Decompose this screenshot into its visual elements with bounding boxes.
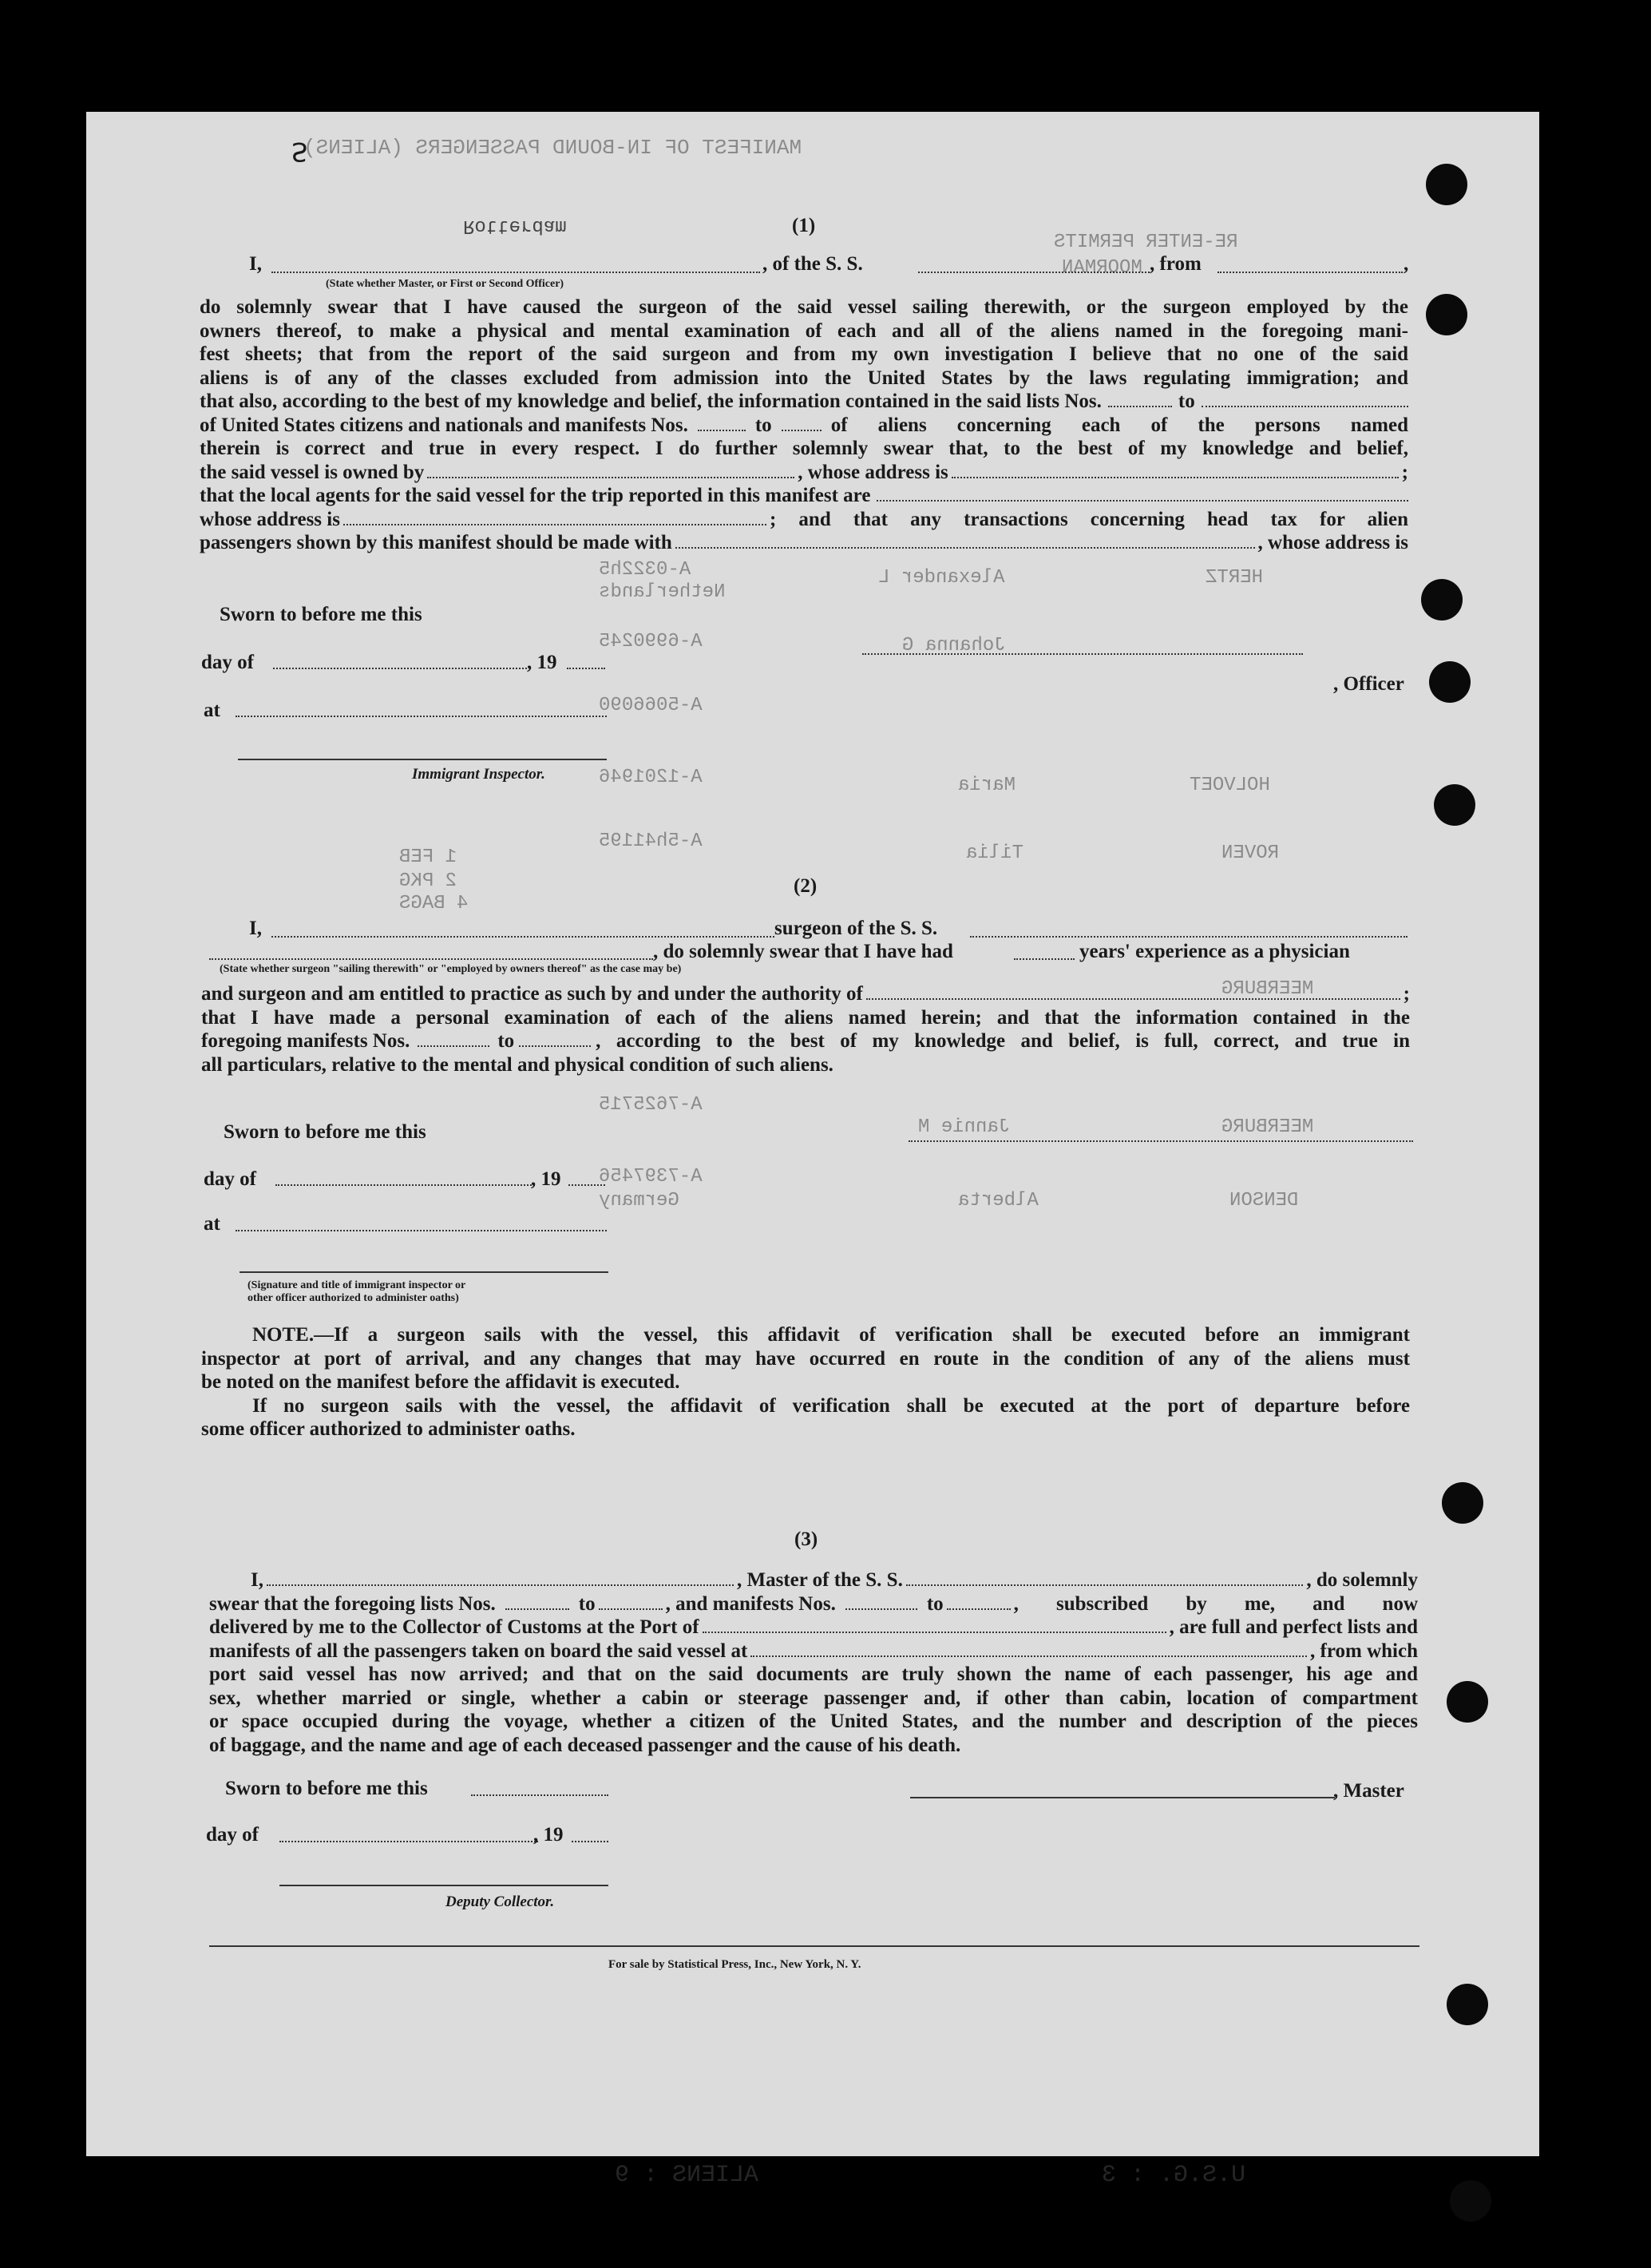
para-line: that I have made a personal examination of each of the aliens named herein; and that the information contained in the — [201, 1006, 1410, 1029]
bleed-through: Maria — [958, 775, 1016, 796]
to-label: to — [497, 1030, 515, 1052]
deputy-caption: Deputy Collector. — [445, 1893, 555, 1910]
master-signature-line[interactable] — [910, 1797, 1335, 1798]
embark-port-field[interactable] — [750, 1641, 1307, 1657]
inspector-signature-line[interactable] — [238, 759, 607, 760]
para-line — [200, 414, 1408, 438]
at-label: at — [204, 700, 220, 721]
sworn-field[interactable] — [471, 1794, 608, 1796]
punch-hole-icon — [1429, 661, 1471, 703]
list-no-field[interactable] — [599, 1594, 663, 1610]
day-field[interactable] — [275, 1184, 535, 1186]
para-text: , whose address is — [1257, 532, 1408, 553]
bleed-through: 4 BAGS — [399, 893, 469, 914]
bleed-through: MANIFEST OF IN-BOUND PASSENGERS (ALIENS) — [303, 136, 802, 160]
year-label: , 19 — [533, 1824, 564, 1846]
surgeon-vessel-field[interactable] — [970, 936, 1408, 938]
place-field[interactable] — [236, 1230, 607, 1231]
para-line: of baggage, and the name and age of each deceased passenger and the cause of his death. — [209, 1734, 961, 1756]
day-of-label: day of — [204, 1168, 256, 1190]
surgeon-status-field[interactable] — [209, 958, 653, 960]
para-text: that the local agents for the said vessel for the trip reported in this manifest are — [200, 485, 871, 506]
para-line: or space occupied during the voyage, whether a citizen of the United States, and the number and description of the pieces — [209, 1711, 1418, 1732]
para-line — [200, 461, 1408, 485]
para-text: of United States citizens and nationals and manifests Nos. — [200, 414, 688, 436]
para-text: that also, according to the best of my knowledge and belief, the information contained in the said lists Nos. — [200, 391, 1102, 412]
para-text: , are full and perfect lists and — [1169, 1616, 1418, 1638]
to-label: to — [926, 1592, 944, 1615]
years-label: years' experience as a physician — [1079, 941, 1350, 962]
para-text: foregoing manifests Nos. — [201, 1030, 410, 1052]
from-label: , from — [1150, 253, 1202, 275]
surgeon-of-label: surgeon of the S. S. — [774, 918, 938, 939]
to-label: to — [578, 1592, 596, 1615]
para-text: , whose address is — [798, 461, 948, 483]
sworn-label: Sworn to before me this — [220, 604, 422, 625]
authority-field[interactable] — [866, 984, 1400, 1000]
at-label: at — [204, 1213, 220, 1235]
para-text: , and manifests Nos. — [665, 1592, 836, 1615]
manifest-no-field[interactable] — [418, 1031, 489, 1047]
note-line: be noted on the manifest before the affidavit is executed. — [201, 1371, 680, 1393]
bleed-through: Johanna G — [902, 635, 1006, 656]
section3-paragraph — [209, 1568, 1418, 1757]
bleed-through: 2 PKG — [399, 870, 457, 892]
bleed-through: ROVEN — [1221, 843, 1280, 864]
signature-line[interactable] — [240, 1271, 608, 1273]
manifest-no-field[interactable] — [698, 415, 746, 431]
year-label: , 19 — [527, 652, 557, 673]
note-line: some officer authorized to administer oaths. — [201, 1418, 576, 1440]
para-line: port said vessel has now arrived; and that on the said documents are truly shown the name of each passenger, his age and — [209, 1663, 1418, 1685]
bleed-through: Netherlands — [599, 581, 726, 603]
owner-field[interactable] — [427, 462, 794, 478]
note-block — [201, 1323, 1410, 1441]
sworn-label: Sworn to before me this — [225, 1778, 428, 1799]
para-text: delivered by me to the Collector of Customs at the Port of — [209, 1616, 699, 1638]
para-text: , Master of the S. S. — [736, 1569, 903, 1591]
bleed-through: MEERBURG — [1221, 1116, 1314, 1138]
bleed-through: Alberta — [958, 1190, 1039, 1211]
para-text: ; and that any transactions concerning head tax for alien — [769, 508, 1408, 530]
year-field[interactable] — [568, 1184, 605, 1186]
port-stamp: Rotterdam — [463, 215, 567, 236]
para-line — [200, 484, 1408, 508]
bleed-through: Germany — [599, 1190, 679, 1211]
officer-label: , Officer — [1333, 673, 1404, 695]
para-text: , subscribed by me, and now — [1013, 1592, 1418, 1615]
agents-field[interactable] — [877, 486, 1408, 502]
para-line — [200, 508, 1408, 532]
year-field[interactable] — [572, 1841, 608, 1842]
bleed-through: Jannie M — [918, 1116, 1011, 1138]
para-text: of aliens concerning each of the persons named — [830, 414, 1408, 436]
bottom-mark: U.S.G. : 3 — [1102, 2162, 1246, 2189]
para-line — [201, 1029, 1410, 1053]
sworn-label: Sworn to before me this — [224, 1121, 426, 1143]
bleed-through: Alexander L — [878, 567, 1005, 589]
bleed-through: HERTZ — [1206, 567, 1264, 589]
signature-hint: other officer authorized to administer oaths) — [247, 1292, 459, 1304]
footer-rule — [209, 1945, 1419, 1947]
list-no-field[interactable] — [1108, 391, 1172, 407]
para-line — [209, 1640, 1418, 1663]
comma-mark: , — [1404, 253, 1409, 275]
manifest-no-field[interactable] — [947, 1594, 1011, 1610]
from-port-field[interactable] — [1217, 272, 1403, 273]
master-vessel-field[interactable] — [906, 1570, 1304, 1586]
para-text: , according to the best of my knowledge and belief, is full, correct, and true in — [596, 1030, 1410, 1052]
section2-number: (2) — [794, 875, 818, 897]
section1-paragraph — [200, 295, 1408, 555]
bleed-through: MOORMAN — [1062, 257, 1142, 279]
officer-name-field[interactable] — [271, 272, 760, 273]
para-line — [200, 531, 1408, 555]
para-text: whose address is — [200, 508, 340, 530]
day-field[interactable] — [279, 1841, 538, 1842]
manifest-no-field[interactable] — [845, 1594, 917, 1610]
para-line: do solemnly swear that I have caused the surgeon of the said vessel sailing therewith, or the surgeon employed by the — [200, 296, 1408, 318]
bleed-through: A-6990245 — [599, 631, 703, 652]
day-field[interactable] — [273, 668, 527, 669]
para-line — [209, 1616, 1418, 1640]
para-line: therein is correct and true in every respect. I do further solemnly swear that, to the best of my knowledge and belief, — [200, 438, 1408, 459]
printer-credit: For sale by Statistical Press, Inc., New York, N. Y. — [608, 1958, 861, 1971]
para-text: , do solemnly — [1306, 1569, 1418, 1591]
year-label: , 19 — [531, 1168, 561, 1190]
para-text: I, — [251, 1569, 263, 1591]
port-field[interactable] — [703, 1617, 1166, 1633]
bleed-through: A-7625715 — [599, 1094, 703, 1116]
para-text: swear that the foregoing lists Nos. — [209, 1592, 496, 1615]
to-label: to — [1178, 391, 1195, 412]
para-text: , from which — [1310, 1640, 1418, 1662]
punch-hole-icon — [1426, 164, 1467, 205]
bleed-through: A-1201946 — [599, 767, 703, 788]
corner-mark: S — [291, 137, 308, 167]
head-tax-party-field[interactable] — [675, 533, 1255, 549]
to-label: to — [754, 414, 772, 436]
list-no-field[interactable] — [505, 1594, 569, 1610]
note-line — [201, 1323, 1410, 1347]
para-line: owners thereof, to make a physical and mental examination of each and all of the aliens named in the foregoing mani- — [200, 319, 1408, 342]
bleed-through: A-0322h5 — [599, 559, 691, 581]
officer-rank-hint: (State whether Master, or First or Second Officer) — [326, 278, 564, 290]
para-text: the said vessel is owned by — [200, 461, 425, 483]
bleed-through: MEERBURG — [1221, 978, 1314, 1000]
vessel-label: , of the S. S. — [762, 253, 863, 275]
manifest-no-field[interactable] — [782, 415, 822, 431]
section2-i: I, — [249, 918, 262, 939]
vessel-name-field[interactable] — [918, 272, 1150, 273]
para-line: fest sheets; that from the report of the said surgeon and from my own investigation I believe that no one of the said — [200, 343, 1408, 365]
para-text: ; — [1401, 461, 1408, 483]
day-of-label: day of — [201, 652, 254, 673]
bleed-through: Tilia — [966, 843, 1024, 864]
owner-address-field[interactable] — [952, 462, 1399, 478]
bleed-through: RE-ENTER PERMITS — [1054, 232, 1238, 253]
swear-label: , do solemnly swear that I have had — [653, 941, 953, 962]
punch-hole-icon — [1434, 784, 1475, 826]
note-line: inspector at port of arrival, and any changes that may have occurred en route in the condition of any of the aliens must — [201, 1347, 1410, 1370]
para-text: and surgeon and am entitled to practice as such by and under the authority of — [201, 983, 863, 1005]
manifest-no-field[interactable] — [519, 1031, 591, 1047]
note-text: —If a surgeon sails with the vessel, this affidavit of verification shall be executed before an immigrant — [314, 1324, 1410, 1346]
bleed-through: HOLVOET — [1190, 775, 1270, 796]
section2-paragraph — [201, 982, 1410, 1077]
year-field[interactable] — [567, 668, 605, 669]
inspector-caption: Immigrant Inspector. — [412, 766, 545, 783]
deputy-signature-line[interactable] — [279, 1885, 608, 1886]
para-text: ; — [1403, 983, 1410, 1005]
surgeon-status-hint: (State whether surgeon "sailing therewith" or "employed by owners thereof" as the case may be) — [220, 963, 682, 975]
bleed-through: A-7397456 — [599, 1166, 703, 1188]
bottom-mark: ALIENS : 9 — [615, 2162, 759, 2189]
master-label: , Master — [1333, 1780, 1404, 1802]
bleed-through: A-5066090 — [599, 695, 703, 716]
para-line: sex, whether married or single, whether a cabin or steerage passenger and, if other than cabin, location of compartment — [209, 1687, 1418, 1709]
section1-i: I, — [249, 253, 262, 275]
para-line — [209, 1592, 1418, 1616]
punch-hole-icon — [1421, 579, 1463, 621]
punch-hole-icon — [1450, 2180, 1491, 2222]
para-text: passengers shown by this manifest should be made with — [200, 532, 672, 553]
signature-hint: (Signature and title of immigrant inspector or — [247, 1279, 466, 1291]
day-of-label: day of — [206, 1824, 259, 1846]
years-field[interactable] — [1014, 958, 1075, 960]
punch-hole-icon — [1447, 1681, 1488, 1723]
list-no-field[interactable] — [1202, 391, 1408, 407]
punch-hole-icon — [1426, 294, 1467, 335]
punch-hole-icon — [1447, 1984, 1488, 2025]
master-name-field[interactable] — [267, 1570, 734, 1586]
section1-number: (1) — [792, 215, 816, 236]
officer-signature-field[interactable] — [862, 653, 1303, 655]
bleed-through: A-5h41195 — [599, 831, 703, 852]
agents-address-field[interactable] — [343, 510, 766, 525]
note-line: If no surgeon sails with the vessel, the affidavit of verification shall be executed at the port of departure before — [252, 1394, 1410, 1417]
section3-number: (3) — [794, 1529, 818, 1550]
bleed-through: DENSON — [1229, 1190, 1299, 1211]
bleed-through: 1 FEB — [399, 847, 457, 868]
para-line — [209, 1568, 1418, 1592]
para-text: manifests of all the passengers taken on board the said vessel at — [209, 1640, 748, 1662]
para-line: all particulars, relative to the mental and physical condition of such aliens. — [201, 1053, 833, 1076]
note-label: NOTE. — [252, 1324, 315, 1346]
punch-hole-icon — [1442, 1482, 1483, 1524]
place-field[interactable] — [236, 716, 607, 717]
para-line — [200, 390, 1408, 414]
para-line: aliens is of any of the classes excluded from admission into the United States by the laws regulating immigration; and — [200, 367, 1408, 389]
surgeon-name-field[interactable] — [271, 936, 774, 938]
para-line — [201, 982, 1410, 1006]
surgeon-signature-field[interactable] — [909, 1140, 1413, 1142]
